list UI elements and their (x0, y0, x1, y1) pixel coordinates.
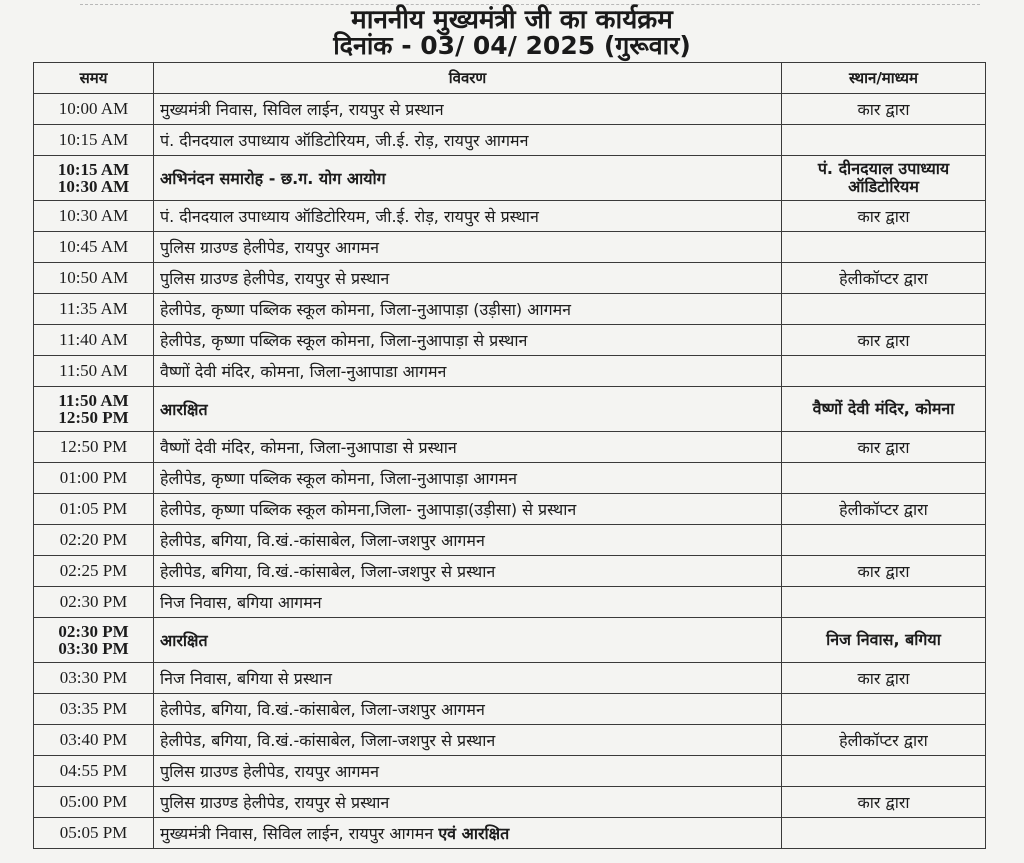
time-value: 10:15 AM (57, 160, 130, 179)
time-cell (34, 618, 154, 663)
venue-mode-cell (782, 618, 986, 663)
details-text: मुख्यमंत्री निवास, सिविल लाईन, रायपुर से प्रस्थान (160, 100, 444, 119)
venue-mode-text: कार द्वारा (857, 100, 910, 119)
time-end-value: 03:30 PM (58, 639, 129, 658)
details-cell (154, 663, 782, 694)
details-text: हेलीपेड, बगिया, वि.खं.-कांसाबेल, जिला-जशपुर आगमन (160, 700, 485, 719)
table-row (34, 325, 986, 356)
venue-mode-cell (782, 125, 986, 156)
details-cell (154, 756, 782, 787)
table-row (34, 263, 986, 294)
time-cell (34, 125, 154, 156)
details-text: आरक्षित (160, 399, 208, 419)
time-value: 03:30 PM (59, 668, 128, 687)
details-text: पुलिस ग्राउण्ड हेलीपेड, रायपुर से प्रस्थान (160, 793, 390, 812)
venue-mode-text: हेलीकॉप्टर द्वारा (839, 500, 928, 519)
table-row (34, 694, 986, 725)
time-value: 10:15 AM (58, 130, 129, 149)
details-text: पुलिस ग्राउण्ड हेलीपेड, रायपुर से प्रस्थान (160, 269, 390, 288)
details-cell (154, 494, 782, 525)
venue-mode-cell (782, 201, 986, 232)
schedule-table (33, 62, 986, 849)
details-cell (154, 618, 782, 663)
details-cell (154, 525, 782, 556)
time-cell (34, 263, 154, 294)
details-cell (154, 818, 782, 849)
venue-mode-cell (782, 818, 986, 849)
time-cell (34, 756, 154, 787)
details-text: निज निवास, बगिया से प्रस्थान (160, 669, 332, 688)
time-end-value: 10:30 AM (57, 177, 130, 196)
venue-mode-text: हेलीकॉप्टर द्वारा (839, 269, 928, 288)
time-cell (34, 663, 154, 694)
details-cell (154, 294, 782, 325)
venue-mode-cell (782, 294, 986, 325)
table-row (34, 201, 986, 232)
details-text: हेलीपेड, बगिया, वि.खं.-कांसाबेल, जिला-जशपुर आगमन (160, 531, 485, 550)
time-value: 02:20 PM (59, 530, 128, 549)
details-cell (154, 556, 782, 587)
venue-mode-text: पं. दीनदयाल उपाध्याय ऑडिटोरियम (817, 159, 950, 196)
venue-mode-cell (782, 787, 986, 818)
venue-mode-cell (782, 663, 986, 694)
venue-mode-text: कार द्वारा (857, 562, 910, 581)
venue-mode-text: कार द्वारा (857, 207, 910, 226)
details-text: मुख्यमंत्री निवास, सिविल लाईन, रायपुर आगमन (160, 824, 434, 843)
table-header-row (34, 63, 986, 94)
time-cell (34, 232, 154, 263)
details-text: हेलीपेड, बगिया, वि.खं.-कांसाबेल, जिला-जशपुर से प्रस्थान (160, 562, 496, 581)
details-text: हेलीपेड, कृष्णा पब्लिक स्कूल कोमना, जिला-नुआपाड़ा से प्रस्थान (160, 331, 528, 350)
details-cell (154, 356, 782, 387)
time-value: 04:55 PM (59, 761, 128, 780)
time-cell (34, 694, 154, 725)
table-row (34, 818, 986, 849)
table-row (34, 756, 986, 787)
details-text: पं. दीनदयाल उपाध्याय ऑडिटोरियम, जी.ई. रोड़, रायपुर आगमन (160, 131, 529, 150)
details-cell (154, 263, 782, 294)
time-cell (34, 525, 154, 556)
table-row (34, 94, 986, 125)
table-row (34, 787, 986, 818)
time-value: 01:05 PM (59, 499, 128, 518)
table-row (34, 556, 986, 587)
time-value: 02:30 PM (59, 592, 128, 611)
details-cell (154, 387, 782, 432)
table-row (34, 156, 986, 201)
details-cell (154, 787, 782, 818)
details-cell (154, 125, 782, 156)
time-cell (34, 294, 154, 325)
time-end-value: 12:50 PM (58, 408, 129, 427)
time-cell (34, 94, 154, 125)
table-row (34, 356, 986, 387)
venue-mode-cell (782, 94, 986, 125)
time-cell (34, 201, 154, 232)
venue-mode-text: हेलीकॉप्टर द्वारा (839, 731, 928, 750)
venue-mode-cell (782, 325, 986, 356)
details-cell (154, 325, 782, 356)
time-cell (34, 432, 154, 463)
venue-mode-text: कार द्वारा (857, 669, 910, 688)
details-cell (154, 156, 782, 201)
time-value: 03:35 PM (59, 699, 128, 718)
venue-mode-text: निज निवास, बगिया (826, 630, 941, 649)
venue-mode-text: वैष्णों देवी मंदिर, कोमना (812, 399, 955, 418)
time-value: 02:25 PM (59, 561, 128, 580)
time-cell (34, 556, 154, 587)
venue-mode-cell (782, 494, 986, 525)
column-header-details: विवरण (154, 63, 782, 94)
details-text: पुलिस ग्राउण्ड हेलीपेड, रायपुर आगमन (160, 238, 379, 257)
details-cell (154, 725, 782, 756)
table-row (34, 587, 986, 618)
time-value: 10:50 AM (58, 268, 129, 287)
time-value: 11:50 AM (59, 361, 128, 380)
time-value: 12:50 PM (59, 437, 128, 456)
table-row (34, 494, 986, 525)
venue-mode-cell (782, 525, 986, 556)
table-row (34, 125, 986, 156)
venue-mode-cell (782, 587, 986, 618)
page-date: दिनांक - 03/ 04/ 2025 (गुरूवार) (333, 31, 691, 60)
time-cell (34, 818, 154, 849)
time-value: 01:00 PM (59, 468, 128, 487)
venue-mode-cell (782, 432, 986, 463)
time-value: 10:00 AM (58, 99, 129, 118)
table-row (34, 663, 986, 694)
table-row (34, 463, 986, 494)
time-cell (34, 156, 154, 201)
details-cell (154, 432, 782, 463)
time-cell (34, 387, 154, 432)
table-row (34, 725, 986, 756)
schedule-rows (34, 94, 986, 849)
time-value: 05:00 PM (59, 792, 128, 811)
venue-mode-cell (782, 725, 986, 756)
table-row (34, 618, 986, 663)
details-text: वैष्णों देवी मंदिर, कोमना, जिला-नुआपाडा आगमन (160, 362, 447, 381)
details-text: हेलीपेड, कृष्णा पब्लिक स्कूल कोमना, जिला-नुआपाड़ा आगमन (160, 469, 518, 488)
details-text: अभिनंदन समारोह - छ.ग. योग आयोग (160, 168, 386, 188)
details-cell (154, 94, 782, 125)
table-row (34, 525, 986, 556)
details-cell (154, 232, 782, 263)
column-header-venue-mode: स्थान/माध्यम (782, 63, 986, 94)
time-value: 10:45 AM (58, 237, 129, 256)
venue-mode-cell (782, 356, 986, 387)
time-value: 10:30 AM (58, 206, 129, 225)
details-cell (154, 694, 782, 725)
venue-mode-cell (782, 232, 986, 263)
details-cell (154, 463, 782, 494)
venue-mode-cell (782, 156, 986, 201)
venue-mode-cell (782, 463, 986, 494)
time-cell (34, 463, 154, 494)
time-value: 03:40 PM (59, 730, 128, 749)
venue-mode-cell (782, 756, 986, 787)
time-value: 02:30 PM (58, 622, 129, 641)
time-cell (34, 325, 154, 356)
venue-mode-cell (782, 387, 986, 432)
time-cell (34, 356, 154, 387)
venue-mode-text: कार द्वारा (857, 331, 910, 350)
time-cell (34, 787, 154, 818)
table-row (34, 387, 986, 432)
column-header-time: समय (34, 63, 154, 94)
venue-mode-cell (782, 556, 986, 587)
time-value: 11:50 AM (58, 391, 129, 410)
venue-mode-text: कार द्वारा (857, 438, 910, 457)
details-cell (154, 587, 782, 618)
details-text: पुलिस ग्राउण्ड हेलीपेड, रायपुर आगमन (160, 762, 379, 781)
venue-mode-text: कार द्वारा (857, 793, 910, 812)
time-cell (34, 587, 154, 618)
time-cell (34, 725, 154, 756)
time-value: 05:05 PM (59, 823, 128, 842)
details-cell (154, 201, 782, 232)
details-text: हेलीपेड, कृष्णा पब्लिक स्कूल कोमना,जिला- नुआपाड़ा(उड़ीसा) से प्रस्थान (160, 500, 577, 519)
table-row (34, 232, 986, 263)
details-text: पं. दीनदयाल उपाध्याय ऑडिटोरियम, जी.ई. रोड़, रायपुर से प्रस्थान (160, 207, 539, 226)
details-emphasis: एवं आरक्षित (438, 824, 510, 843)
details-text: हेलीपेड, बगिया, वि.खं.-कांसाबेल, जिला-जशपुर से प्रस्थान (160, 731, 496, 750)
details-text: निज निवास, बगिया आगमन (160, 593, 322, 612)
table-row (34, 294, 986, 325)
time-value: 11:35 AM (59, 299, 128, 318)
page-title: माननीय मुख्यमंत्री जी का कार्यक्रम (351, 5, 673, 35)
table-row (34, 432, 986, 463)
details-text: वैष्णों देवी मंदिर, कोमना, जिला-नुआपाडा से प्रस्थान (160, 438, 457, 457)
time-value: 11:40 AM (59, 330, 128, 349)
venue-mode-cell (782, 694, 986, 725)
time-cell (34, 494, 154, 525)
venue-mode-cell (782, 263, 986, 294)
details-text: आरक्षित (160, 630, 208, 650)
details-text: हेलीपेड, कृष्णा पब्लिक स्कूल कोमना, जिला-नुआपाड़ा (उड़ीसा) आगमन (160, 300, 572, 319)
